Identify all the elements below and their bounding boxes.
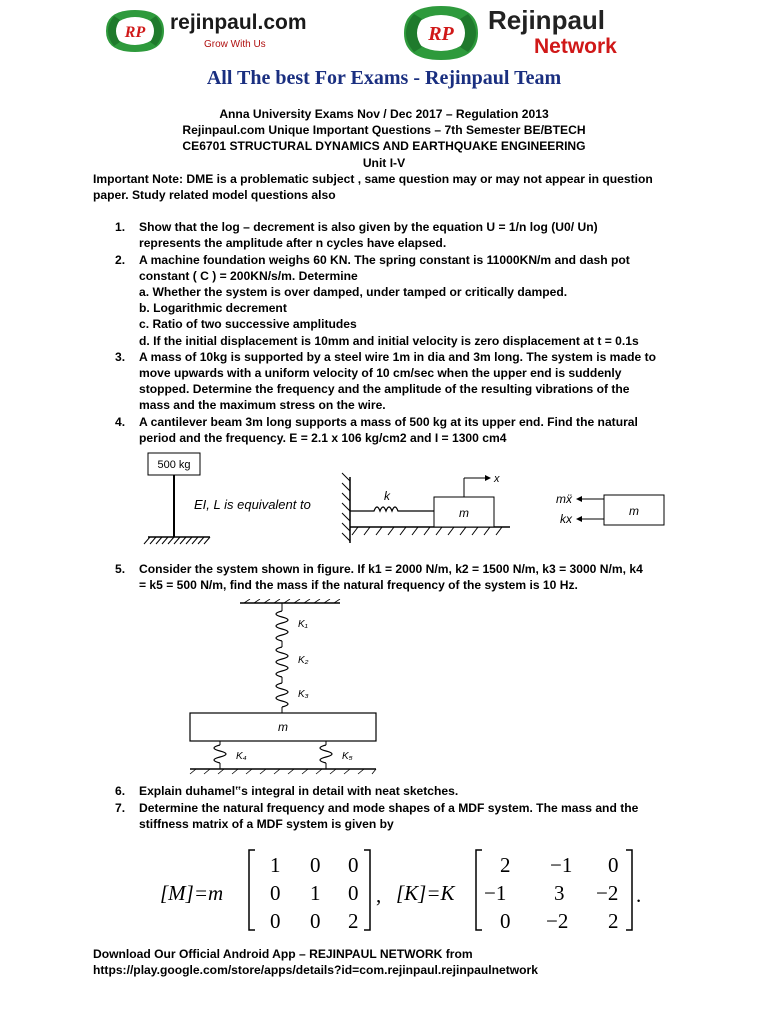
k-matrix-lhs: [K]=K [396,881,455,906]
matrix-cell: 1 [310,881,321,906]
logo-left-brand: rejinpaul.com [170,11,307,34]
important-note: Important Note: DME is a problematic subject , same question may or may not appear in question paper. Study related model questions also [93,171,653,203]
question-item [93,800,675,832]
question-line: represents the amplitude after n cycles have elapsed. [139,236,447,251]
question-line: a. Whether the system is over damped, under tamped or critically damped. [139,285,568,300]
question-item [93,349,675,414]
question-number: 1. [115,220,126,235]
wall-hatching [342,473,350,541]
k3-label: K₃ [298,689,309,701]
matrix-end: . [636,883,642,908]
matrix-cell: 3 [554,881,565,906]
question-line: b. Logarithmic decrement [139,301,287,316]
spring-2-icon [276,647,288,677]
matrix-cell: −2 [546,909,569,934]
k1-label: K₁ [298,619,308,631]
banner-heading: All The best For Exams - Rejinpaul Team [206,67,562,89]
title-line: Anna University Exams Nov / Dec 2017 – Regulation 2013 [219,107,549,121]
question-line: A cantilever beam 3m long supports a mass of 500 kg at its upper end. Find the natural [139,414,638,429]
spring-3-icon [276,683,288,707]
rp-badge-icon [100,6,170,56]
logo-right-sub: Network [534,35,617,58]
question-number: 5. [115,562,126,577]
question-line: mass and the maximum stress on the wire. [139,398,386,413]
m-matrix-lhs: [M]=m [160,881,224,906]
matrix-cell: 0 [310,909,321,934]
question-line: A mass of 10kg is supported by a steel wire 1m in dia and 3m long. The system is made to [139,349,657,364]
question-item [93,414,675,446]
footer-download-text: Download Our Official Android App – REJINPAUL NETWORK from [93,947,473,961]
question-number: 2. [115,252,126,267]
logo-left-tagline: Grow With Us [204,39,266,50]
rejinpaul-com-logo[interactable] [100,6,307,56]
rp-network-badge-icon [398,2,484,64]
svg-text:RP: RP [124,24,146,41]
matrix-cell: 0 [348,881,359,906]
question-line: Show that the log – decrement is also given by the equation U = 1/n log (U0/ Un) [139,220,598,235]
page-header [0,0,768,100]
question-list [93,783,675,832]
footer-app-link[interactable]: https://play.google.com/store/apps/details?id=com.rejinpaul.rejinpaulnetwork [93,963,538,978]
title-line: Unit I-V [362,155,406,170]
question-line: c. Ratio of two successive amplitudes [139,317,357,332]
matrix-cell: 1 [270,853,281,878]
ground-hatching [144,537,210,544]
bracket-left [249,850,255,930]
question-item [93,219,675,251]
x-label: x [494,473,500,486]
page-footer [93,946,538,978]
floor-hatching [352,527,502,535]
spring-1-icon [276,611,288,641]
k2-label: K₂ [298,655,309,667]
matrix-cell: 2 [608,909,619,934]
question-number: 7. [115,800,126,815]
rejinpaul-network-logo[interactable] [398,2,617,64]
spring-force-label: kx [560,512,572,527]
svg-text:RP: RP [428,23,454,45]
matrix-cell: 0 [348,853,359,878]
question-item [93,252,675,349]
matrix-cell: −1 [484,881,507,906]
question-line: A machine foundation weighs 60 KN. The spring constant is 11000KN/m and dash pot [139,252,630,267]
spring-5-icon [320,745,332,763]
matrix-cell: 0 [270,909,281,934]
question-list [93,219,675,446]
spring-icon [350,507,434,511]
matrix-equation [158,846,740,942]
question-number: 3. [115,349,126,364]
question-line: = k5 = 500 N/m, find the mass if the natural frequency of the system is 10 Hz. [139,578,578,593]
arrowhead-icon [485,475,491,481]
equivalence-label: EI, L is equivalent to [194,497,311,513]
matrix-cell: 0 [310,853,321,878]
block-label: m [459,506,469,521]
arrowhead-icon [576,516,582,522]
matrix-cell: 0 [608,853,619,878]
mass-label: m [278,720,288,735]
question-number: 6. [115,784,126,799]
title-line: Rejinpaul.com Unique Important Questions – 7th Semester BE/BTECH [182,123,586,138]
question-line: Explain duhamel‟s integral in detail with neat sketches. [139,784,459,799]
question-item [93,783,675,799]
matrix-cell: 2 [348,909,359,934]
matrix-cell: −1 [550,853,573,878]
question-line: constant ( C ) = 200KN/s/m. Determine [139,268,358,283]
question-line: period and the frequency. E = 2.1 x 106 kg/cm2 and I = 1300 cm4 [139,430,507,445]
question-item [93,561,675,593]
matrix-cell: 2 [500,853,511,878]
question-list [93,561,675,593]
question-line: stiffness matrix of a MDF system is given by [139,816,394,831]
spring-label: k [384,489,390,504]
k4-label: K₄ [236,751,247,763]
matrix-cell: −2 [596,881,619,906]
title-line: CE6701 STRUCTURAL DYNAMICS AND EARTHQUAKE ENGINEERING [182,139,586,154]
spring-4-icon [214,745,226,763]
arrowhead-icon [576,496,582,502]
matrix-cell: 0 [500,909,511,934]
matrix-separator: , [376,883,382,908]
spring-mass-system-figure [140,599,722,775]
bracket-right [626,850,632,930]
question-line: move upwards with a uniform velocity of 10 cm/sec when the upper end is suddenly [139,366,622,381]
question-paper [93,106,675,942]
matrix-cell: 0 [270,881,281,906]
bracket-left [476,850,482,930]
mass-label: 500 kg [157,459,191,472]
question-line: stopped. Determine the frequency and the amplitude of the resulting vibrations of the [139,382,630,397]
question-line: Determine the natural frequency and mode shapes of a MDF system. The mass and the [139,800,639,815]
question-number: 4. [115,414,126,429]
inertia-label: mẍ [556,492,572,507]
bracket-right [364,850,370,930]
logo-right-brand: Rejinpaul [488,5,606,35]
k5-label: K₅ [342,751,353,763]
fbd-block-label: m [629,504,639,519]
question-line: Consider the system shown in figure. If k1 = 2000 N/m, k2 = 1500 N/m, k3 = 3000 N/m, k4 [139,562,643,577]
question-line: d. If the initial displacement is 10mm and initial velocity is zero displacement at t = 0.1s [139,333,639,348]
cantilever-equivalence-figure [140,451,722,555]
